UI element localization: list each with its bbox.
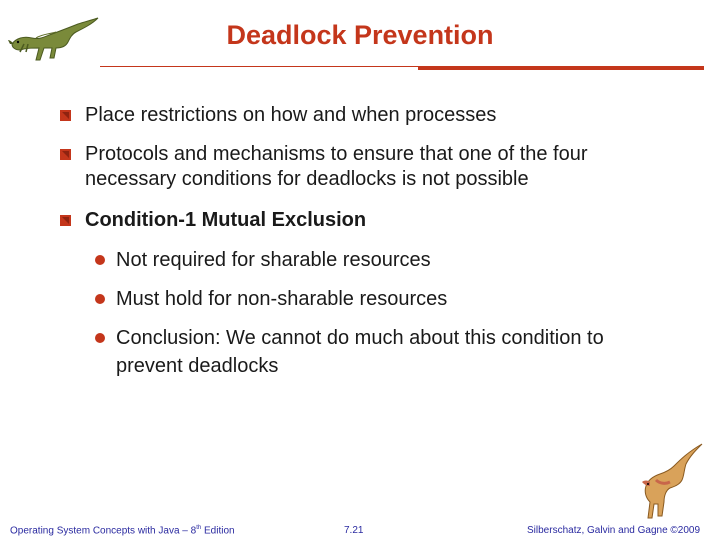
footer-book-title-prefix: Operating System Concepts with Java – 8	[10, 525, 197, 537]
sub-bullet-item	[95, 285, 615, 313]
bullet-text: Condition-1 Mutual Exclusion	[85, 209, 367, 231]
round-bullet-icon	[95, 255, 105, 265]
sub-bullet-item	[95, 324, 615, 380]
bullet-text: Place restrictions on how and when processes	[85, 104, 497, 126]
sub-bullet-text: Conclusion: We cannot do much about this condition to prevent deadlocks	[116, 327, 604, 377]
footer-page-number: 7.21	[344, 525, 364, 536]
square-bullet-icon	[60, 149, 71, 160]
slide-title: Deadlock Prevention	[226, 20, 494, 50]
round-bullet-icon	[95, 294, 105, 304]
bullet-item	[60, 142, 660, 192]
footer-book-title	[10, 525, 235, 536]
sub-bullet-text: Not required for sharable resources	[116, 249, 431, 271]
sub-bullet-text: Must hold for non-sharable resources	[116, 288, 448, 310]
sub-bullet-item	[95, 246, 615, 274]
square-bullet-icon	[60, 110, 71, 121]
footer-copyright: Silberschatz, Galvin and Gagne ©2009	[527, 525, 701, 536]
dinosaur-corner-icon	[636, 440, 706, 522]
bullet-text: Protocols and mechanisms to ensure that one of the four necessary conditions for deadlocks is not possible	[85, 143, 588, 190]
footer-book-title-suffix: Edition	[201, 525, 235, 537]
square-bullet-icon	[60, 215, 71, 226]
title-underline-thin	[100, 66, 418, 67]
bullet-item	[60, 103, 660, 128]
title-underline-thick	[418, 66, 704, 70]
footer-edition-superscript: th	[196, 525, 202, 531]
bullet-item	[60, 208, 660, 233]
round-bullet-icon	[95, 333, 105, 343]
